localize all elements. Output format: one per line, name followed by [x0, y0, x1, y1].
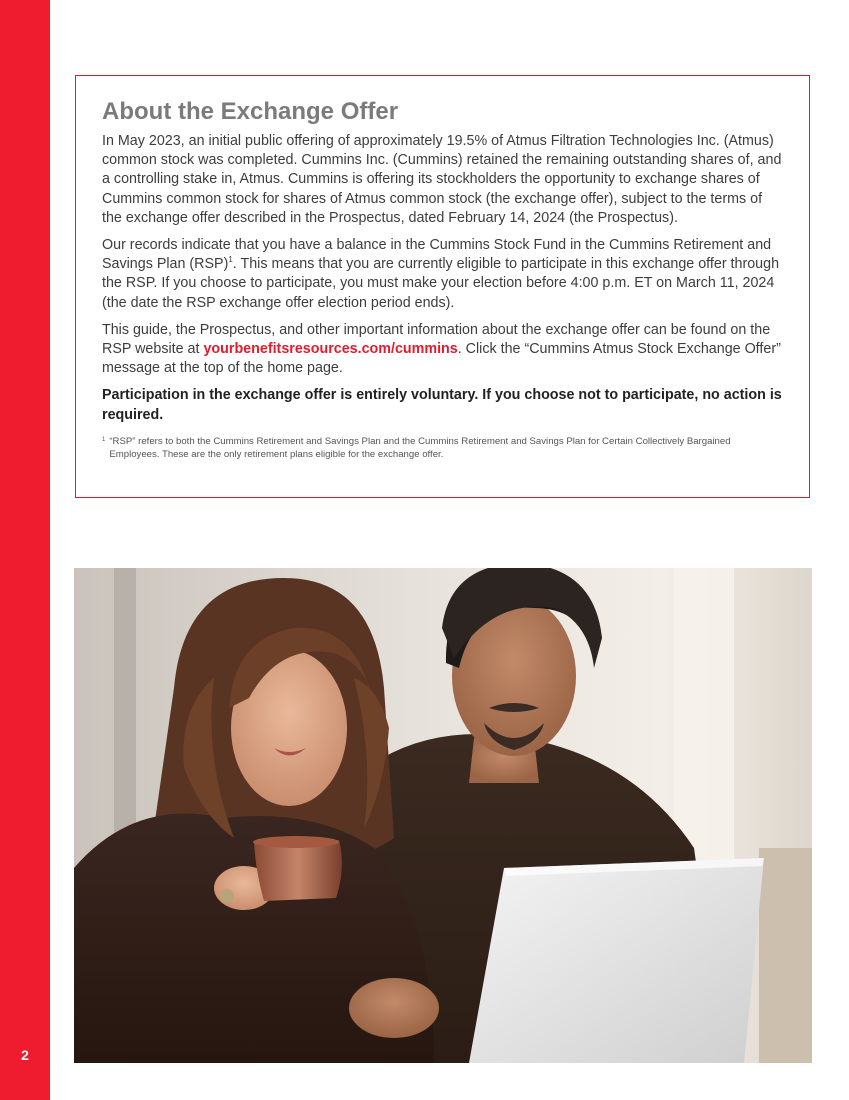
footnote-reference: 1 — [228, 255, 233, 265]
exchange-offer-info-box — [75, 75, 810, 498]
website-text-start: This guide, the Prospectus, and other important information about the exchange offer can be found on the RSP website at — [102, 321, 771, 358]
footnote-text: “RSP” refers to both the Cummins Retirement and Savings Plan and the Cummins Retirement and Savings Plan for Certain Collectively Bargained Employees. These are the only retirement plans eligible for the exchange offer. — [109, 435, 731, 461]
section-title: About the Exchange Offer — [102, 98, 399, 125]
footnote — [102, 435, 783, 462]
voluntary-participation-statement: Participation in the exchange offer is entirely voluntary. If you choose not to participate, no action is required. — [102, 387, 782, 423]
page-number: 2 — [21, 1047, 29, 1063]
website-paragraph — [102, 321, 783, 379]
rsp-website-link[interactable]: yourbenefitsresources.com/cummins — [203, 341, 458, 358]
eligibility-text-start: Our records indicate that you have a balance in the Cummins Stock Fund in the Cummins Retirement and Savings Plan (RSP) — [102, 237, 772, 273]
footnote-mark: 1 — [102, 436, 106, 443]
couple-with-laptop-photo — [74, 568, 812, 1063]
red-side-bar — [0, 0, 50, 1100]
photo-illustration — [74, 568, 812, 1063]
intro-paragraph: In May 2023, an initial public offering of approximately 19.5% of Atmus Filtration Technologies Inc. (Atmus) common stock was completed. Cummins Inc. (Cummins) retained the remaining outstanding shares of, and a controlling stake in, Atmus. Cummins is offering its stockholders the opportunity to exchange shares of Cummins common stock for shares of Atmus common stock (the exchange offer), subject to the terms of the exchange offer described in the Prospectus, dated February 14, 2024 (the Prospectus). — [102, 133, 782, 226]
website-text-end: . Click the “Cummins Atmus Stock Exchange Offer” message at the top of the home page. — [102, 341, 781, 377]
eligibility-paragraph — [102, 236, 783, 313]
eligibility-text-end: . This means that you are currently eligible to participate in this exchange offer through the RSP. If you choose to participate, you must make your election before 4:00 p.m. ET on March 11, 2024 (the date the RSP exchange offer election period ends). — [102, 256, 780, 311]
